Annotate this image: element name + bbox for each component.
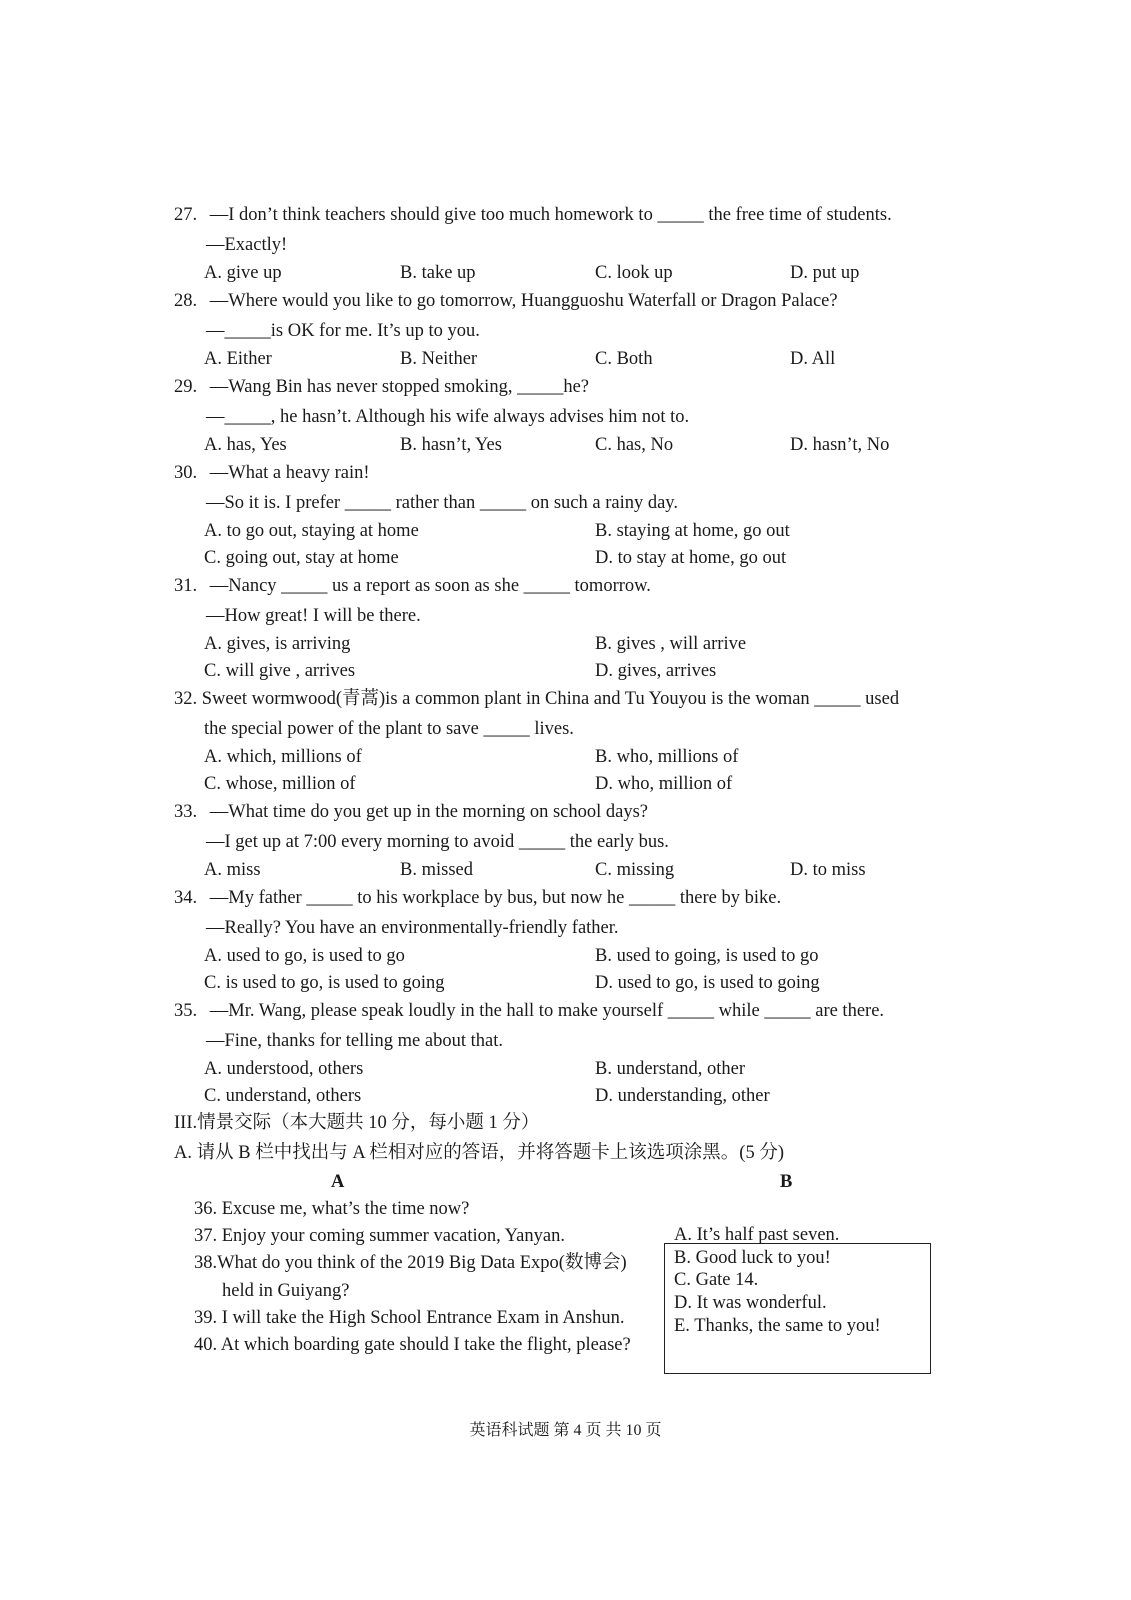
option-b: B. understand, other (595, 1059, 746, 1079)
question-reply: —How great! I will be there. (206, 606, 421, 626)
choice-e: E. Thanks, the same to you! (674, 1316, 881, 1336)
question-28 (174, 290, 838, 312)
option-b: B. hasn’t, Yes (400, 435, 502, 455)
option-b: B. used to going, is used to go (595, 946, 819, 966)
question-reply: —Exactly! (206, 235, 288, 255)
question-reply: —So it is. I prefer _____ rather than _____ on such a rainy day. (206, 493, 678, 513)
option-a: A. understood, others (204, 1059, 364, 1079)
option-b: B. missed (400, 860, 473, 880)
question-text: —Mr. Wang, please speak loudly in the hall to make yourself _____ while _____ are there. (209, 1001, 885, 1021)
choice-c: C. Gate 14. (674, 1270, 759, 1290)
question-text-cont: the special power of the plant to save _____ lives. (204, 719, 574, 739)
page-footer: 英语科试题 第 4 页 共 10 页 (469, 1422, 662, 1439)
option-a: A. miss (204, 860, 261, 880)
question-text: —What a heavy rain! (209, 463, 370, 483)
question-text: —I don’t think teachers should give too much homework to _____ the free time of students. (209, 205, 892, 225)
option-d: D. put up (790, 263, 860, 283)
choice-a: A. It’s half past seven. (674, 1225, 840, 1245)
question-text: —Nancy _____ us a report as soon as she _____ tomorrow. (209, 576, 651, 596)
option-d: D. understanding, other (595, 1086, 770, 1106)
item-39: 39. I will take the High School Entrance Exam in Anshun. (194, 1308, 625, 1328)
question-text: —Wang Bin has never stopped smoking, _____he? (209, 377, 589, 397)
question-30 (174, 462, 370, 484)
section-instruction: A. 请从 B 栏中找出与 A 栏相对应的答语，并将答题卡上该选项涂黑。(5 分) (174, 1143, 784, 1163)
question-reply: —_____, he hasn’t. Although his wife always advises him not to. (206, 407, 690, 427)
option-c: C. will give , arrives (204, 661, 356, 681)
question-31 (174, 575, 651, 597)
option-c: C. understand, others (204, 1086, 362, 1106)
question-number: 30. (174, 463, 198, 483)
question-33 (174, 801, 648, 823)
question-number: 33. (174, 802, 198, 822)
option-a: A. has, Yes (204, 435, 287, 455)
option-b: B. take up (400, 263, 476, 283)
section-title: III.情景交际（本大题共 10 分，每小题 1 分） (174, 1113, 540, 1133)
question-27 (174, 204, 892, 226)
item-36: 36. Excuse me, what’s the time now? (194, 1199, 470, 1219)
question-number: 32. (174, 689, 198, 709)
option-c: C. whose, million of (204, 774, 356, 794)
option-d: D. hasn’t, No (790, 435, 890, 455)
question-reply: —Fine, thanks for telling me about that. (206, 1031, 503, 1051)
option-d: D. used to go, is used to going (595, 973, 820, 993)
option-a: A. to go out, staying at home (204, 521, 419, 541)
option-c: C. is used to go, is used to going (204, 973, 445, 993)
option-b: B. who, millions of (595, 747, 739, 767)
question-number: 29. (174, 377, 198, 397)
option-b: B. staying at home, go out (595, 521, 790, 541)
question-reply: —I get up at 7:00 every morning to avoid _____ the early bus. (206, 832, 669, 852)
question-text: —My father _____ to his workplace by bus, but now he _____ there by bike. (209, 888, 782, 908)
choice-d: D. It was wonderful. (674, 1293, 827, 1313)
option-d: D. All (790, 349, 836, 369)
option-d: D. gives, arrives (595, 661, 717, 681)
question-text: —Where would you like to go tomorrow, Huangguoshu Waterfall or Dragon Palace? (209, 291, 838, 311)
item-38: 38.What do you think of the 2019 Big Data Expo(数博会) (194, 1253, 627, 1273)
item-37: 37. Enjoy your coming summer vacation, Yanyan. (194, 1226, 565, 1246)
option-c: C. missing (595, 860, 675, 880)
option-b: B. Neither (400, 349, 478, 369)
question-29 (174, 376, 589, 398)
option-a: A. Either (204, 349, 272, 369)
question-number: 31. (174, 576, 198, 596)
option-c: C. Both (595, 349, 653, 369)
question-reply: —Really? You have an environmentally-friendly father. (206, 918, 619, 938)
option-a: A. gives, is arriving (204, 634, 351, 654)
option-a: A. used to go, is used to go (204, 946, 405, 966)
column-b-heading: B (780, 1172, 793, 1192)
question-35 (174, 1000, 884, 1022)
item-38-cont: held in Guiyang? (222, 1281, 350, 1301)
question-reply: —_____is OK for me. It’s up to you. (206, 321, 480, 341)
option-c: C. look up (595, 263, 673, 283)
option-c: C. has, No (595, 435, 674, 455)
item-40: 40. At which boarding gate should I take the flight, please? (194, 1335, 631, 1355)
question-number: 27. (174, 205, 198, 225)
option-d: D. to miss (790, 860, 866, 880)
question-number: 34. (174, 888, 198, 908)
option-b: B. gives , will arrive (595, 634, 747, 654)
option-a: A. give up (204, 263, 282, 283)
question-34 (174, 887, 781, 909)
question-text: Sweet wormwood(青蒿)is a common plant in China and Tu Youyou is the woman _____ used (201, 689, 900, 709)
choice-b: B. Good luck to you! (674, 1248, 831, 1268)
question-text: —What time do you get up in the morning on school days? (209, 802, 649, 822)
question-32 (174, 688, 899, 710)
option-c: C. going out, stay at home (204, 548, 399, 568)
question-number: 35. (174, 1001, 198, 1021)
option-d: D. to stay at home, go out (595, 548, 787, 568)
option-a: A. which, millions of (204, 747, 362, 767)
question-number: 28. (174, 291, 198, 311)
column-a-heading: A (331, 1172, 345, 1192)
option-d: D. who, million of (595, 774, 733, 794)
